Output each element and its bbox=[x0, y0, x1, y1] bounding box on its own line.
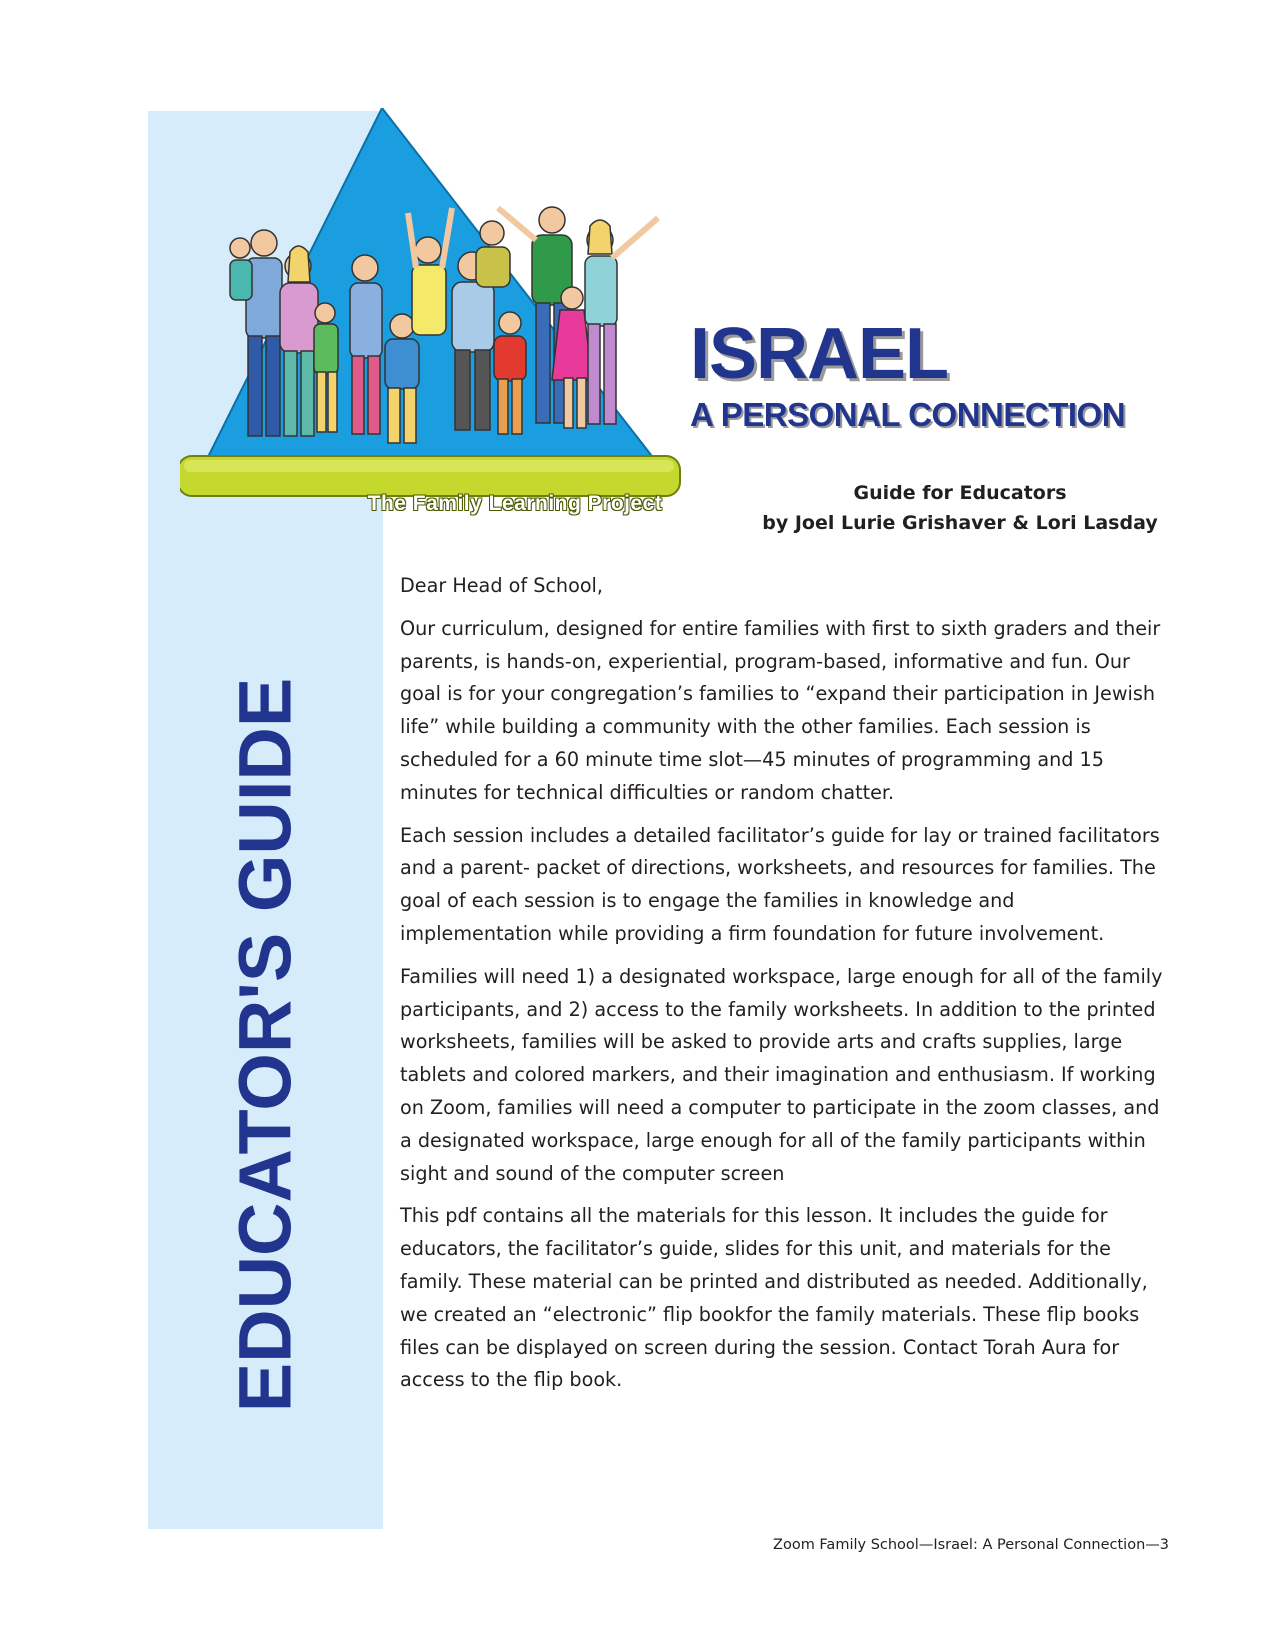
logo-banner-text: The Family Learning Project bbox=[367, 492, 663, 515]
page-subtitle: A PERSONAL CONNECTION bbox=[690, 396, 1126, 433]
paragraph: Families will need 1) a designated workspace, large enough for all of the family participants, and 2) access to the family worksheets. In addition to the printed worksheets, families will be asked to provide arts and crafts supplies, large tablets and colored markers, and their imagination and enthusiasm. If working on Zoom, families will need a computer to participate in the zoom classes, and a designated workspace, large enough for all of the family participants within sight and sound of the computer screen bbox=[400, 964, 1163, 1185]
family-learning-logo bbox=[180, 108, 720, 528]
salutation: Dear Head of School, bbox=[400, 574, 603, 597]
page-title: ISRAEL bbox=[690, 314, 949, 394]
paragraph: This pdf contains all the materials for this lesson. It includes the guide for educators, the facilitator’s guide, slides for this unit, and materials for the family. These material can be printed and distributed as needed. Additionally, we created an “electronic” flip bookfor the family materials. These flip books files can be displayed on screen during the session. Contact Torah Aura for access to the flip book. bbox=[400, 1204, 1148, 1392]
authors-line: by Joel Lurie Grishaver & Lori Lasday bbox=[762, 512, 1158, 534]
letter-body bbox=[400, 570, 1170, 1407]
page-footer: Zoom Family School—Israel: A Personal Connection—3 bbox=[773, 1537, 1169, 1553]
paragraph: Each session includes a detailed facilitator’s guide for lay or trained facilitators and a parent- packet of directions, worksheets, and resources for families. The goal of each session is to engage the families in knowledge and implementation while providing a firm foundation for future involvement. bbox=[400, 823, 1160, 945]
family-group-illustration bbox=[180, 108, 720, 528]
sidebar-title: EDUCATOR'S GUIDE bbox=[223, 677, 307, 1413]
guide-for-label: Guide for Educators bbox=[853, 482, 1067, 504]
paragraph: Our curriculum, designed for entire families with first to sixth graders and their parents, is hands-on, experiential, program-based, informative and fun. Our goal is for your congregation’s families to “expand their participation in Jewish life” while building a community with the other families. Each session is scheduled for a 60 minute time slot—45 minutes of programming and 15 minutes for technical difficulties or random chatter. bbox=[400, 616, 1161, 804]
